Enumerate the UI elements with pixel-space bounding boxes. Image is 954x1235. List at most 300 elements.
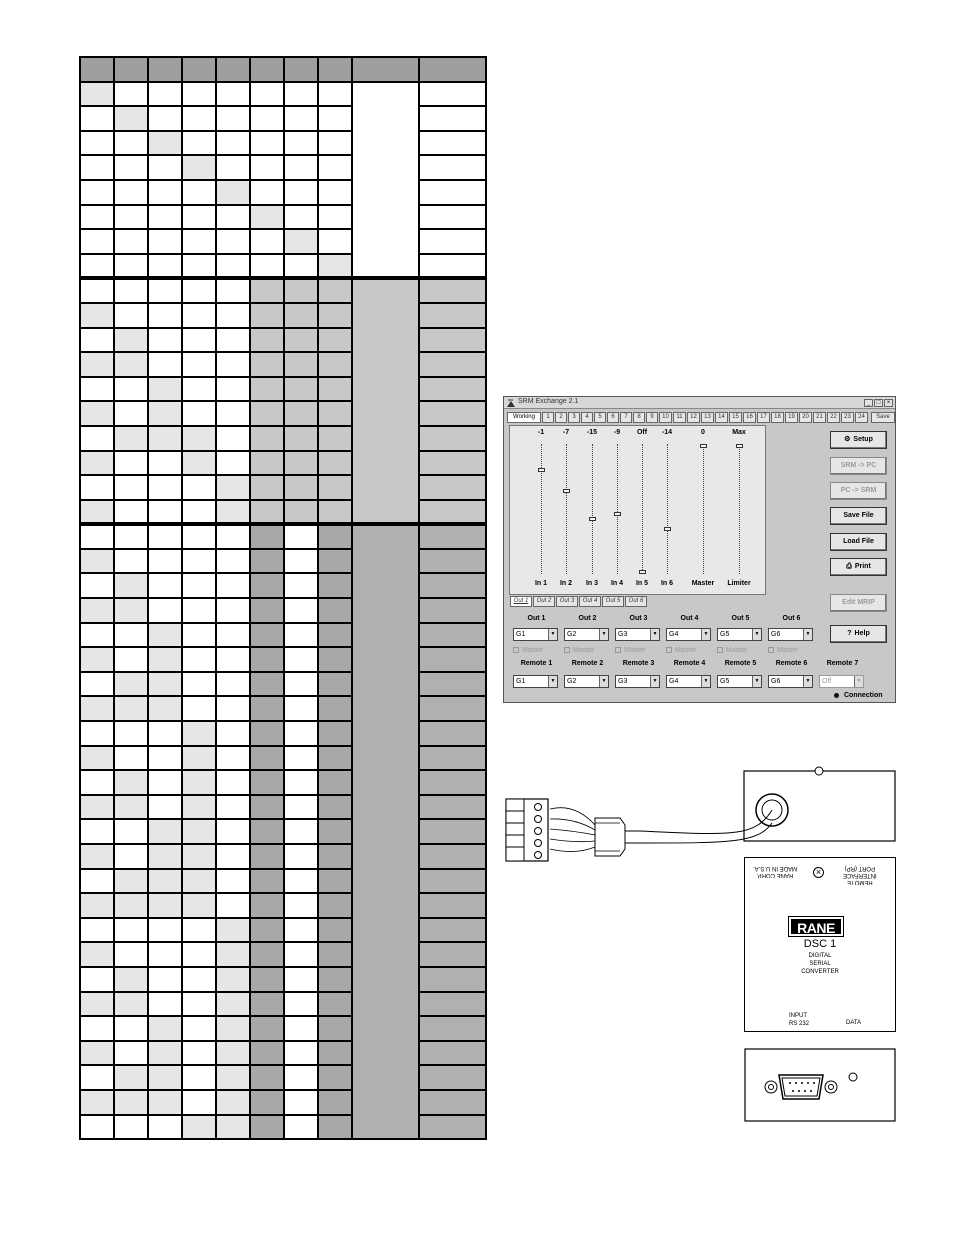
grid-row <box>80 1090 486 1115</box>
pc-srm-button[interactable] <box>830 482 887 500</box>
button-label: Load File <box>843 538 874 545</box>
button-label: Edit MRIP <box>842 599 875 606</box>
grid-cell <box>250 475 284 500</box>
grid-cell <box>284 451 318 476</box>
grid-cell <box>216 524 250 549</box>
master-label: Master <box>777 647 799 654</box>
close-button[interactable]: × <box>884 399 893 407</box>
grid-row <box>80 672 486 697</box>
grid-cell <box>148 672 182 697</box>
grid-cell <box>318 426 352 451</box>
grid-cell <box>284 82 318 107</box>
tab-working[interactable]: Working <box>507 412 541 423</box>
fader-track[interactable] <box>566 444 567 574</box>
remote-port-line-1: REMOTE <box>847 879 873 885</box>
grid-cell <box>419 155 486 180</box>
grid-cell <box>80 918 114 943</box>
grid-cell <box>419 524 486 549</box>
grid-cell <box>80 869 114 894</box>
grid-cell <box>419 1090 486 1115</box>
preset-tab[interactable]: 13 <box>701 412 714 423</box>
grid-cell <box>284 426 318 451</box>
preset-tab[interactable]: 14 <box>715 412 728 423</box>
grid-cell <box>419 401 486 426</box>
grid-cell <box>419 180 486 205</box>
grid-cell <box>284 155 318 180</box>
grid-cell <box>250 106 284 131</box>
grid-cell <box>148 942 182 967</box>
chevron-down-icon[interactable]: ▼ <box>650 676 659 687</box>
edit-mrip-button[interactable] <box>830 594 887 612</box>
preset-tab[interactable]: 24 <box>855 412 868 423</box>
grid-cell <box>216 229 250 254</box>
maximize-button[interactable]: □ <box>874 399 883 407</box>
grid-cell <box>419 328 486 353</box>
grid-row <box>80 992 486 1017</box>
grid-cell <box>216 352 250 377</box>
grid-cell <box>318 82 352 107</box>
grid-cell <box>216 254 250 279</box>
grid-cell <box>250 598 284 623</box>
grid-cell <box>284 942 318 967</box>
grid-cell <box>216 721 250 746</box>
grid-cell <box>318 377 352 402</box>
grid-cell <box>182 992 216 1017</box>
grid-cell <box>250 819 284 844</box>
connection-led-icon <box>834 693 839 698</box>
grid-cell <box>419 942 486 967</box>
grid-cell <box>216 451 250 476</box>
preset-tab[interactable]: 6 <box>607 412 619 423</box>
grid-row <box>80 205 486 230</box>
grid-cell <box>114 426 148 451</box>
remote-select[interactable] <box>564 675 609 688</box>
grid-cell <box>318 844 352 869</box>
preset-tab[interactable]: 16 <box>743 412 756 423</box>
grid-cell <box>216 992 250 1017</box>
master-checkbox[interactable] <box>615 647 645 654</box>
grid-cell <box>148 549 182 574</box>
fader-name-label: In 3 <box>585 580 599 587</box>
tab-save[interactable]: Save <box>871 412 895 423</box>
output-label: Out 5 <box>731 615 750 622</box>
output-tab[interactable]: Out 5 <box>602 596 624 607</box>
grid-cell <box>419 451 486 476</box>
remote-label: Remote 5 <box>724 660 757 667</box>
connection-label: Connection <box>844 692 883 699</box>
grid-row <box>80 795 486 820</box>
output-select[interactable] <box>666 628 711 641</box>
grid-cell <box>352 82 419 279</box>
select-value: G2 <box>567 631 577 638</box>
grid-cell <box>80 549 114 574</box>
grid-cell <box>318 1090 352 1115</box>
grid-cell <box>419 229 486 254</box>
grid-cell <box>148 475 182 500</box>
fader-value-label: -9 <box>613 429 621 436</box>
grid-cell <box>80 106 114 131</box>
grid-cell <box>80 303 114 328</box>
chevron-down-icon[interactable]: ▼ <box>599 629 608 640</box>
help-button[interactable] <box>830 625 887 643</box>
fader-track[interactable] <box>642 444 643 574</box>
remote-label: Remote 3 <box>622 660 655 667</box>
grid-cell <box>80 1115 114 1140</box>
fader-knob[interactable] <box>700 444 707 448</box>
grid-cell <box>419 844 486 869</box>
fader-knob[interactable] <box>538 468 545 472</box>
grid-cell <box>284 598 318 623</box>
remote-select[interactable] <box>513 675 558 688</box>
remote-select[interactable] <box>717 675 762 688</box>
grid-cell <box>284 303 318 328</box>
preset-tab[interactable]: 23 <box>841 412 854 423</box>
preset-tab[interactable]: 4 <box>581 412 593 423</box>
grid-cell <box>250 549 284 574</box>
grid-cell <box>114 549 148 574</box>
fader-knob[interactable] <box>736 444 743 448</box>
grid-cell <box>419 1115 486 1140</box>
grid-cell <box>284 229 318 254</box>
chevron-down-icon[interactable]: ▼ <box>599 676 608 687</box>
grid-cell <box>148 401 182 426</box>
chevron-down-icon[interactable]: ▼ <box>701 629 710 640</box>
grid-cell <box>284 1115 318 1140</box>
grid-cell <box>318 696 352 721</box>
grid-row <box>80 352 486 377</box>
grid-cell <box>80 451 114 476</box>
chevron-down-icon[interactable]: ▼ <box>803 629 812 640</box>
chevron-down-icon[interactable]: ▼ <box>548 676 557 687</box>
fader-track[interactable] <box>592 444 593 574</box>
grid-cell <box>182 451 216 476</box>
remote-label: Remote 2 <box>571 660 604 667</box>
window-titlebar <box>504 397 895 409</box>
grid-cell <box>182 205 216 230</box>
grid-cell <box>250 377 284 402</box>
fader-knob[interactable] <box>614 512 621 516</box>
grid-cell <box>284 328 318 353</box>
output-label: Out 3 <box>629 615 648 622</box>
remote-port-line-2: INTERFACE <box>843 872 877 878</box>
grid-cell <box>182 328 216 353</box>
grid-cell <box>419 1065 486 1090</box>
fader-value-label: 0 <box>701 429 705 436</box>
grid-cell <box>148 918 182 943</box>
grid-cell <box>216 328 250 353</box>
grid-row <box>80 303 486 328</box>
master-checkbox[interactable] <box>666 647 696 654</box>
preset-tab[interactable]: 17 <box>757 412 770 423</box>
preset-tab[interactable]: 3 <box>568 412 580 423</box>
grid-cell <box>114 254 148 279</box>
grid-cell <box>182 180 216 205</box>
grid-cell <box>182 278 216 303</box>
grid-cell <box>318 180 352 205</box>
fader-track[interactable] <box>667 444 668 574</box>
grid-cell <box>148 57 182 82</box>
remote-port-label <box>843 864 877 885</box>
grid-cell <box>182 672 216 697</box>
master-checkbox[interactable] <box>564 647 594 654</box>
grid-cell <box>80 278 114 303</box>
grid-cell <box>352 524 419 1139</box>
fader-knob[interactable] <box>639 570 646 574</box>
grid-cell <box>318 967 352 992</box>
grid-cell <box>318 500 352 525</box>
preset-tab[interactable]: 21 <box>813 412 826 423</box>
grid-cell <box>80 82 114 107</box>
grid-cell <box>284 401 318 426</box>
output-tab[interactable]: Out 3 <box>556 596 578 607</box>
master-checkbox[interactable] <box>768 647 798 654</box>
preset-tab[interactable]: 22 <box>827 412 840 423</box>
preset-tab[interactable]: 8 <box>633 412 645 423</box>
fader-knob[interactable] <box>664 527 671 531</box>
chevron-down-icon[interactable]: ▼ <box>752 676 761 687</box>
setup-button[interactable] <box>830 431 887 449</box>
grid-cell <box>182 549 216 574</box>
preset-tab[interactable]: 19 <box>785 412 798 423</box>
output-tab-row <box>510 596 660 607</box>
master-label: Master <box>726 647 748 654</box>
select-value: G6 <box>771 631 781 638</box>
output-tab[interactable]: Out 4 <box>579 596 601 607</box>
grid-cell <box>182 844 216 869</box>
grid-cell <box>182 918 216 943</box>
select-value: G5 <box>720 631 730 638</box>
grid-cell <box>284 254 318 279</box>
grid-cell <box>216 893 250 918</box>
grid-cell <box>419 82 486 107</box>
grid-cell <box>419 770 486 795</box>
fader-track[interactable] <box>541 444 542 574</box>
grid-cell <box>182 721 216 746</box>
grid-row <box>80 328 486 353</box>
print-button[interactable] <box>830 558 887 576</box>
grid-cell <box>80 672 114 697</box>
grid-cell <box>148 647 182 672</box>
select-value: G6 <box>771 678 781 685</box>
output-tab[interactable]: Out 1 <box>510 596 532 607</box>
grid-row <box>80 721 486 746</box>
save-file-button[interactable] <box>830 507 887 525</box>
grid-cell <box>114 328 148 353</box>
preset-tab[interactable]: 5 <box>594 412 606 423</box>
grid-cell <box>80 770 114 795</box>
grid-cell <box>114 106 148 131</box>
grid-cell <box>284 721 318 746</box>
preset-tab[interactable]: 12 <box>687 412 700 423</box>
fader-track[interactable] <box>617 444 618 574</box>
grid-cell <box>216 967 250 992</box>
grid-cell <box>114 647 148 672</box>
chevron-down-icon[interactable]: ▼ <box>803 676 812 687</box>
remote-select[interactable] <box>819 675 864 688</box>
output-tab[interactable]: Out 2 <box>533 596 555 607</box>
grid-cell <box>318 795 352 820</box>
preset-tab[interactable]: 10 <box>659 412 672 423</box>
select-value: G4 <box>669 631 679 638</box>
grid-cell <box>318 770 352 795</box>
output-select[interactable] <box>717 628 762 641</box>
grid-cell <box>216 1065 250 1090</box>
grid-cell <box>250 401 284 426</box>
output-select[interactable] <box>615 628 660 641</box>
grid-cell <box>148 795 182 820</box>
grid-cell <box>114 155 148 180</box>
grid-cell <box>148 155 182 180</box>
grid-cell <box>318 819 352 844</box>
chevron-down-icon[interactable]: ▼ <box>854 676 863 687</box>
grid-cell <box>284 893 318 918</box>
grid-row <box>80 942 486 967</box>
grid-cell <box>284 573 318 598</box>
minimize-button[interactable]: _ <box>864 399 873 407</box>
chevron-down-icon[interactable]: ▼ <box>701 676 710 687</box>
grid-cell <box>284 57 318 82</box>
fader-name-label: In 4 <box>610 580 624 587</box>
grid-cell <box>216 795 250 820</box>
fader-knob[interactable] <box>589 517 596 521</box>
remote-select[interactable] <box>768 675 813 688</box>
grid-cell <box>148 696 182 721</box>
remote-label: Remote 1 <box>520 660 553 667</box>
preset-tab[interactable]: 15 <box>729 412 742 423</box>
grid-cell <box>148 844 182 869</box>
chevron-down-icon[interactable]: ▼ <box>650 629 659 640</box>
grid-cell <box>318 131 352 156</box>
grid-cell <box>250 918 284 943</box>
grid-cell <box>114 82 148 107</box>
grid-cell <box>114 942 148 967</box>
data-label: DATA <box>846 1020 862 1026</box>
grid-cell <box>80 57 114 82</box>
output-tab[interactable]: Out 6 <box>625 596 647 607</box>
output-label: Out 6 <box>782 615 801 622</box>
grid-cell <box>419 869 486 894</box>
grid-cell <box>114 524 148 549</box>
output-label: Out 1 <box>527 615 546 622</box>
grid-cell <box>216 623 250 648</box>
grid-row <box>80 500 486 525</box>
remote-select[interactable] <box>666 675 711 688</box>
master-checkbox[interactable] <box>717 647 747 654</box>
srm-pc-button[interactable] <box>830 457 887 475</box>
preset-tab[interactable]: 1 <box>542 412 554 423</box>
grid-cell <box>114 303 148 328</box>
fader-value-label: -7 <box>562 429 570 436</box>
grid-cell <box>318 524 352 549</box>
chevron-down-icon[interactable]: ▼ <box>548 629 557 640</box>
grid-cell <box>250 721 284 746</box>
grid-cell <box>114 1016 148 1041</box>
grid-cell <box>250 524 284 549</box>
description-line-2: SERIAL <box>809 961 831 967</box>
load-file-button[interactable] <box>830 533 887 551</box>
grid-cell <box>114 992 148 1017</box>
grid-cell <box>250 893 284 918</box>
grid-cell <box>318 623 352 648</box>
connection-indicator <box>834 692 883 699</box>
select-value: G1 <box>516 678 526 685</box>
preset-tab[interactable]: 2 <box>555 412 567 423</box>
grid-cell <box>419 377 486 402</box>
grid-cell <box>80 1041 114 1066</box>
grid-cell <box>148 254 182 279</box>
rane-logo: RANE <box>789 917 843 936</box>
grid-cell <box>182 795 216 820</box>
preset-tab[interactable]: 7 <box>620 412 632 423</box>
grid-cell <box>250 647 284 672</box>
grid-cell <box>182 377 216 402</box>
master-checkbox[interactable] <box>513 647 543 654</box>
grid-cell <box>419 278 486 303</box>
grid-cell <box>148 623 182 648</box>
fader-track[interactable] <box>703 444 704 574</box>
grid-cell <box>216 82 250 107</box>
checkbox-icon <box>513 647 519 653</box>
fader-knob[interactable] <box>563 489 570 493</box>
srm-exchange-window <box>503 396 896 703</box>
grid-cell <box>148 819 182 844</box>
grid-cell <box>250 500 284 525</box>
fader-track[interactable] <box>739 444 740 574</box>
grid-cell <box>148 1016 182 1041</box>
output-select[interactable] <box>768 628 813 641</box>
grid-row <box>80 180 486 205</box>
grid-cell <box>114 278 148 303</box>
grid-cell <box>148 82 182 107</box>
select-value: G4 <box>669 678 679 685</box>
grid-cell <box>250 303 284 328</box>
output-select[interactable] <box>513 628 558 641</box>
preset-tab[interactable]: 20 <box>799 412 812 423</box>
grid-cell <box>250 328 284 353</box>
chevron-down-icon[interactable]: ▼ <box>752 629 761 640</box>
grid-cell <box>318 893 352 918</box>
grid-cell <box>182 155 216 180</box>
preset-tab[interactable]: 18 <box>771 412 784 423</box>
grid-cell <box>80 254 114 279</box>
grid-cell <box>250 746 284 771</box>
grid-cell <box>419 549 486 574</box>
output-select[interactable] <box>564 628 609 641</box>
description-line-1: DIGITAL <box>808 953 832 959</box>
grid-cell <box>114 131 148 156</box>
checkbox-icon <box>615 647 621 653</box>
grid-cell <box>216 303 250 328</box>
grid-cell <box>284 549 318 574</box>
button-label: SRM -> PC <box>840 462 877 469</box>
remote-label: Remote 7 <box>826 660 859 667</box>
preset-tab[interactable]: 11 <box>673 412 686 423</box>
grid-cell <box>182 57 216 82</box>
grid-cell <box>80 647 114 672</box>
model-label: DSC 1 <box>803 938 837 950</box>
preset-tab[interactable]: 9 <box>646 412 658 423</box>
fader-value-label: -15 <box>586 429 598 436</box>
grid-cell <box>318 401 352 426</box>
grid-cell <box>284 1016 318 1041</box>
screw-icon: × <box>813 867 824 878</box>
grid-cell <box>318 721 352 746</box>
grid-cell <box>216 57 250 82</box>
grid-row <box>80 623 486 648</box>
dip-switch-table <box>79 56 487 1140</box>
model-description <box>745 952 895 976</box>
remote-select[interactable] <box>615 675 660 688</box>
